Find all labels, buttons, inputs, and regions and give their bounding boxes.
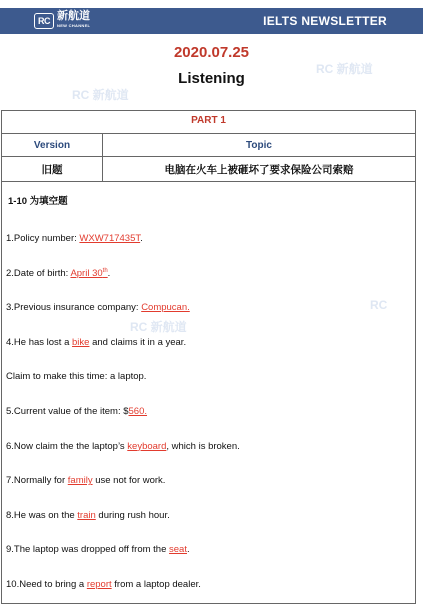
question-text-tail: , which is broken. <box>166 440 240 452</box>
logo <box>34 12 90 30</box>
question-text-tail: and claims it in a year. <box>89 336 187 348</box>
answer-text: family <box>67 475 93 487</box>
question-text-tail: . <box>186 544 190 556</box>
logo-subtext: NEW CHANNEL <box>57 23 91 28</box>
question-line <box>6 371 146 382</box>
watermark-logo-icon: RC 新航道 <box>130 320 187 334</box>
question-line <box>6 544 190 555</box>
question-line <box>6 233 143 244</box>
question-line <box>6 268 110 279</box>
table-row <box>2 157 415 182</box>
question-text: 7.Normally for <box>6 475 68 487</box>
watermark-logo-icon: RC 新航道 <box>72 88 129 102</box>
question-text: 2.Date of birth: <box>6 267 71 279</box>
answer-text: train <box>77 509 96 521</box>
question-line <box>6 475 165 486</box>
question-line <box>6 337 186 348</box>
question-line <box>6 579 201 590</box>
question-text-tail: . <box>107 267 111 279</box>
table-header-row <box>2 134 415 157</box>
question-line <box>6 406 147 417</box>
answer-text: report <box>86 579 112 590</box>
answer-text: 560. <box>128 406 148 417</box>
question-text: 5.Current value of the item: $ <box>6 406 129 417</box>
question-type-heading: 1-10 为填空题 <box>8 196 68 207</box>
question-text: 10.Need to bring a <box>6 579 87 590</box>
answer-text: April 30th <box>70 267 108 279</box>
topic-header: Topic <box>246 139 272 151</box>
logo-text: 新航道 <box>57 10 90 22</box>
watermark-logo-icon: RC 新航道 <box>316 62 373 76</box>
question-text: 1.Policy number: <box>6 233 80 244</box>
question-text-tail: . <box>140 233 143 244</box>
section-heading: Listening <box>178 70 245 87</box>
answer-text: bike <box>72 336 90 348</box>
part-label: PART 1 <box>191 115 226 126</box>
question-text: 9.The laptop was dropped off from the <box>6 544 170 556</box>
question-line <box>6 510 170 521</box>
answer-text: Compucan. <box>141 302 190 314</box>
question-table <box>1 110 416 604</box>
question-text: 3.Previous insurance company: <box>6 302 142 314</box>
header-bar <box>0 8 423 34</box>
date-heading: 2020.07.25 <box>173 44 250 61</box>
question-text-tail: from a laptop dealer. <box>111 579 201 590</box>
newsletter-title: IELTS NEWSLETTER <box>263 14 387 28</box>
question-text: 6.Now claim the the laptop’s <box>6 440 128 452</box>
question-line <box>6 441 240 452</box>
question-text: Claim to make this time: a laptop. <box>6 371 147 383</box>
watermark-logo-icon: RC <box>370 298 388 312</box>
answer-text: keyboard <box>127 440 167 452</box>
version-cell: 旧题 <box>2 157 103 181</box>
topic-cell: 电脑在火车上被砸坏了要求保险公司索赔 <box>164 163 354 176</box>
question-text: 8.He was on the <box>6 509 78 521</box>
answer-text: seat <box>169 544 187 556</box>
question-text: 4.He has lost a <box>6 336 73 348</box>
logo-mark-icon: RC <box>34 13 54 29</box>
answer-text: WXW717435T <box>79 233 141 244</box>
question-text-tail: use not for work. <box>92 475 166 487</box>
version-header: Version <box>2 134 103 156</box>
question-line <box>6 302 190 313</box>
question-text-tail: during rush hour. <box>95 509 170 521</box>
part-row <box>2 111 415 134</box>
